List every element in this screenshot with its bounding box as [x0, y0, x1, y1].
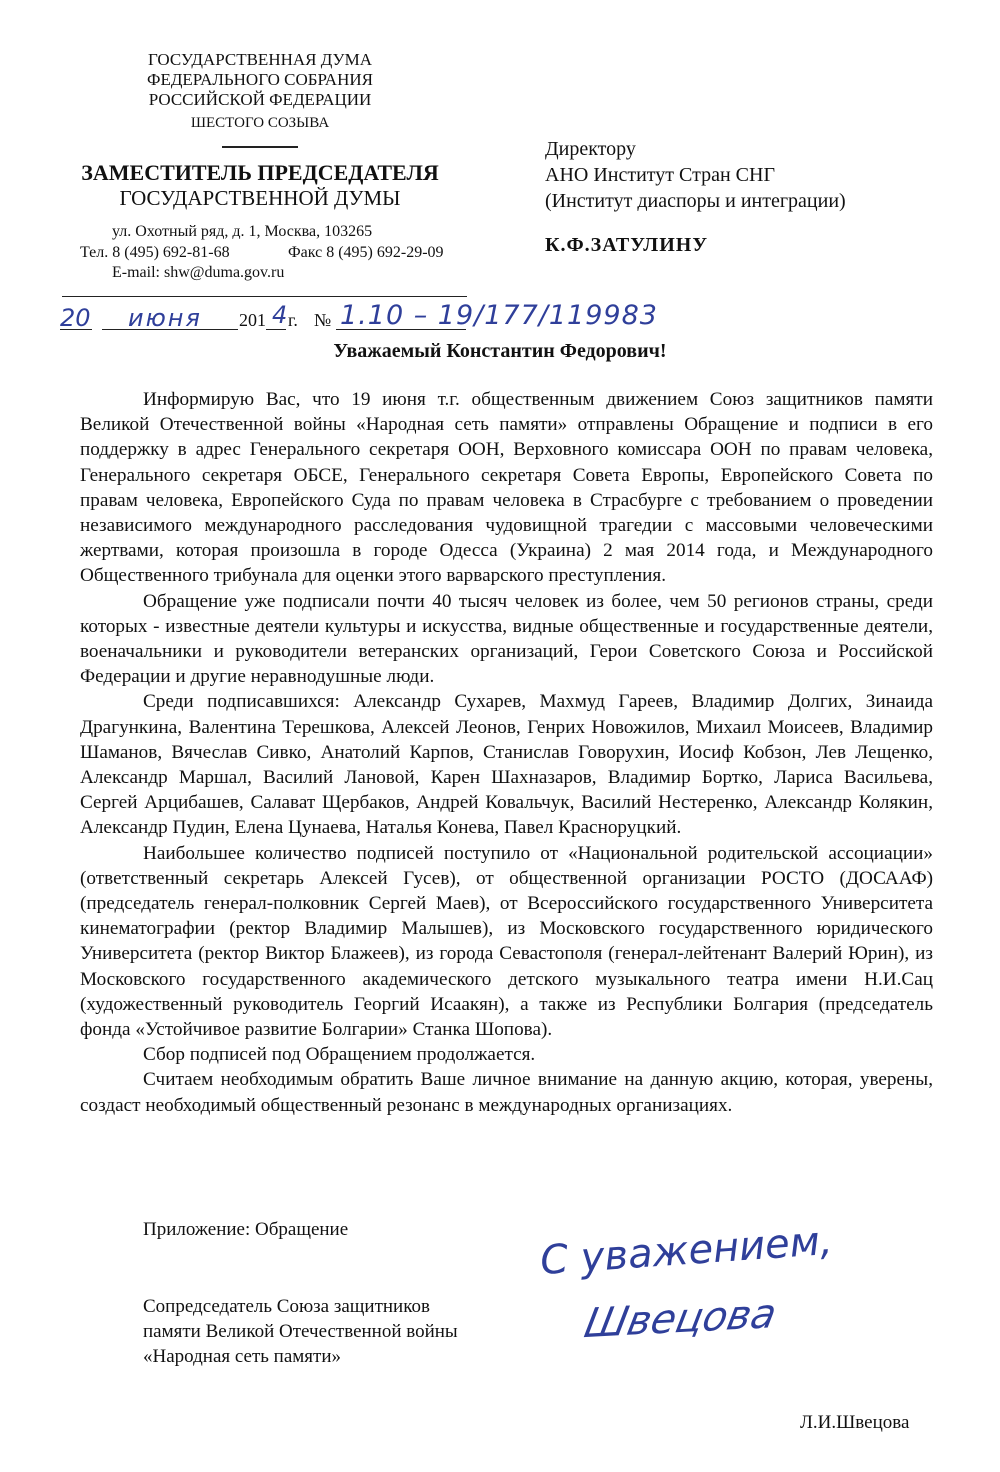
signatory-line-1: Сопредседатель Союза защитников: [143, 1296, 430, 1317]
letterhead-underline: [62, 296, 467, 297]
reference-line: [60, 300, 660, 340]
ref-day-line: [60, 329, 92, 330]
ref-number-line: [336, 329, 466, 330]
org-line-3: РОССИЙСКОЙ ФЕДЕРАЦИИ: [148, 90, 372, 109]
ref-month: июня: [128, 304, 202, 332]
ref-number: 1.10 – 19/177/119983: [340, 300, 658, 331]
signatory-line-2: памяти Великой Отечественной войны: [143, 1321, 458, 1342]
recipient-line-2: АНО Институт Стран СНГ: [545, 164, 775, 186]
paragraph-3: Среди подписавшихся: Александр Сухарев, Махмуд Гареев, Владимир Долгих, Зинаида Драгункина, Валентина Терешкова, Алексей Леонов, Генрих Новожилов, Михаил Моисеев, Владимир Шаманов, Вячеслав Сивко, Анатолий Карпов, Станислав Говорухин, Иосиф Кобзон, Лев Лещенко, Александр Маршал, Василий Лановой, Карен Шахназаров, Владимир Бортко, Лариса Васильева, Сергей Арцибашев, Салават Щербаков, Андрей Ковальчук, Василий Нестеренко, Александр Колякин, Александр Пудин, Елена Цунаева, Наталья Конева, Павел Красноруцкий.: [80, 691, 933, 839]
letterhead-org: [60, 50, 460, 110]
org-line-2: ФЕДЕРАЛЬНОГО СОБРАНИЯ: [147, 70, 373, 89]
signatory-line-3: «Народная сеть памяти»: [143, 1346, 342, 1367]
convocation: ШЕСТОГО СОЗЫВА: [190, 115, 330, 131]
ref-day: 20: [60, 304, 91, 332]
ref-year-prefix: 201: [239, 310, 266, 330]
signatory-block: [143, 1294, 458, 1369]
recipient-block: [545, 136, 846, 214]
letter-body: [80, 387, 933, 1118]
letterhead-phone: Тел. 8 (495) 692-81-68: [80, 244, 230, 261]
ref-number-label: №: [314, 310, 332, 330]
paragraph-6: Считаем необходимым обратить Ваше личное внимание на данную акцию, которая, уверены, создаст необходимый общественный резонанс в международных организациях.: [80, 1069, 933, 1116]
letterhead-fax: Факс 8 (495) 692-29-09: [288, 244, 444, 261]
salutation: Уважаемый Константин Федорович!: [333, 340, 667, 362]
recipient-line-3: (Институт диаспоры и интеграции): [545, 190, 846, 212]
ref-month-line: [102, 329, 238, 330]
paragraph-2: Обращение уже подписали почти 40 тысяч человек из более, чем 50 регионов страны, среди которых - известные деятели культуры и искусства, видные общественные и государственные деятели, военачальники и руководители ветеранских организаций, Герои Советского Союза и Российской Федерации и другие неравнодушные люди.: [80, 590, 933, 688]
paragraph-5: Сбор подписей под Обращением продолжается.: [143, 1044, 536, 1066]
recipient-name: К.Ф.ЗАТУЛИНУ: [545, 234, 708, 256]
ref-year-suffix: г.: [288, 310, 298, 330]
header-divider: [222, 146, 298, 148]
letterhead-email: E-mail: shw@duma.gov.ru: [112, 264, 285, 281]
handwritten-greeting: С уважением,: [538, 1217, 834, 1285]
paragraph-4: Наибольшее количество подписей поступило от «Национальной родительской ассоциации» (ответственный секретарь Алексей Гусев), от общественной организации РОСТО (ДОСААФ) (председатель генерал-полковник Сергей Маев), от Всероссийского государственного Университета кинематографии (ректор Владимир Малышев), из Московского государственного юридического Университета (ректор Виктор Блажеев), из города Севастополя (генерал-лейтенант Валерий Юрин), из Московского государственного академического детского музыкального театра имени Н.И.Сац (художественный руководитель Георгий Исаакян), а также из Республики Болгария (председатель фонда «Устойчивое развитие Болгарии» Станка Шопова).: [80, 842, 933, 1041]
handwritten-signature: Швецова: [580, 1290, 781, 1348]
letterhead-address: ул. Охотный ряд, д. 1, Москва, 103265: [112, 223, 373, 240]
ref-year-digit: 4: [272, 301, 288, 329]
attachment: Приложение: Обращение: [143, 1219, 349, 1240]
recipient-line-1: Директору: [545, 138, 636, 160]
signatory-name: Л.И.Швецова: [800, 1412, 910, 1433]
letterhead-title: ЗАМЕСТИТЕЛЬ ПРЕДСЕДАТЕЛЯ: [81, 160, 439, 185]
letterhead-subtitle: ГОСУДАРСТВЕННОЙ ДУМЫ: [119, 186, 401, 210]
paragraph-1: Информирую Вас, что 19 июня т.г. общественным движением Союз защитников памяти Великой Отечественной войны «Народная сеть памяти» отправлены Обращение и подписи в его поддержку в адрес Генерального секретаря ООН, Верховного комиссара ООН по правам человека, Генерального секретаря ОБСЕ, Генерального секретаря Совета Европы, Европейского Совета по правам человека, Европейского Суда по правам человека в Страсбурге с требованием о проведении независимого международного расследования чудовищной трагедии с массовыми человеческими жертвами, которая произошла в городе Одесса (Украина) 2 мая 2014 года, и Международного Общественного трибунала для оценки этого варварского преступления.: [80, 389, 933, 587]
ref-year-line: [266, 329, 286, 330]
org-line-1: ГОСУДАРСТВЕННАЯ ДУМА: [148, 50, 372, 69]
